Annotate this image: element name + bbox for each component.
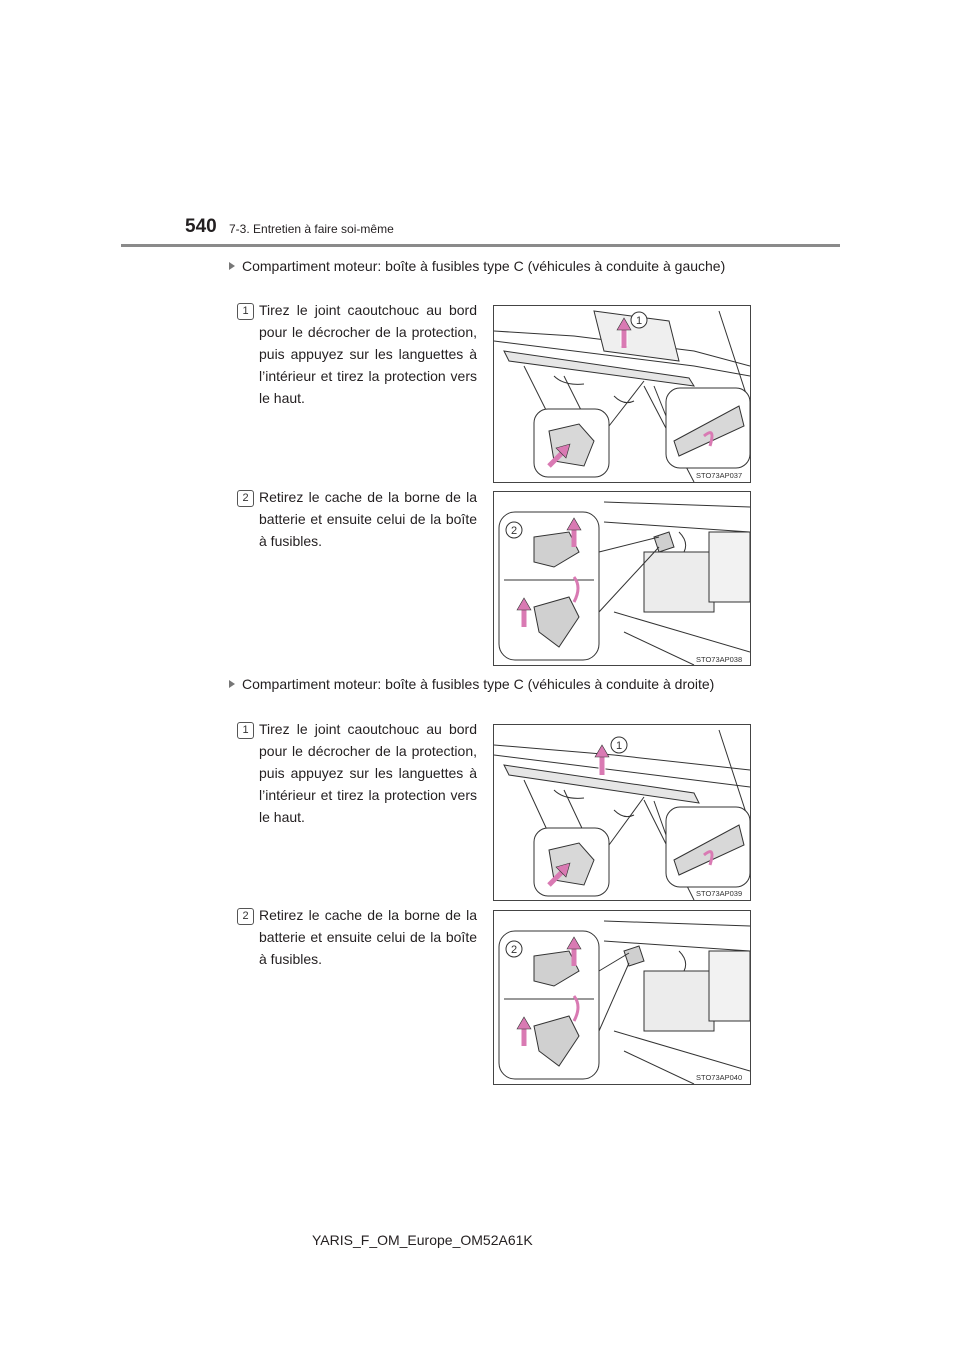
figure-code: STO73AP037 xyxy=(696,471,743,480)
bullet-text: Compartiment moteur: boîte à fusibles type C (véhicules à conduite à droite) xyxy=(242,676,715,692)
step-text: Tirez le joint caoutchouc au bord pour le décrocher de la protection, puis appuyez sur les languettes à l’intérieur et tirez la protection vers le haut. xyxy=(259,302,477,406)
bullet-text: Compartiment moteur: boîte à fusibles type C (véhicules à conduite à gauche) xyxy=(242,258,726,274)
figure-callout: 2 xyxy=(510,944,518,956)
figure-code: STO73AP040 xyxy=(696,1073,743,1082)
header-rule xyxy=(121,244,840,247)
step-text: Retirez le cache de la borne de la batterie et ensuite celui de la boîte à fusibles. xyxy=(259,907,477,967)
figure-battery-cover xyxy=(493,910,751,1085)
footer-doc-id: YARIS_F_OM_Europe_OM52A61K xyxy=(312,1232,533,1248)
figure-code: STO73AP038 xyxy=(696,655,743,664)
step-number-badge: 2 xyxy=(237,908,254,925)
step-number-badge: 2 xyxy=(237,490,254,507)
step-number-badge: 1 xyxy=(237,722,254,739)
section-title: 7-3. Entretien à faire soi-même xyxy=(229,222,394,236)
figure-callout: 1 xyxy=(615,740,623,752)
figure-rubber-seal xyxy=(493,724,751,901)
figure-code: STO73AP039 xyxy=(696,889,743,898)
step-text: Tirez le joint caoutchouc au bord pour le décrocher de la protection, puis appuyez sur les languettes à l’intérieur et tirez la protection vers le haut. xyxy=(259,721,477,825)
page-number: 540 xyxy=(185,216,217,237)
bullet-item xyxy=(242,674,743,695)
figure-callout: 1 xyxy=(635,315,643,327)
bullet-item xyxy=(242,256,743,277)
bullet-triangle-icon xyxy=(229,680,235,688)
bullet-triangle-icon xyxy=(229,262,235,270)
step-text: Retirez le cache de la borne de la batterie et ensuite celui de la boîte à fusibles. xyxy=(259,489,477,549)
figure-battery-cover xyxy=(493,491,751,666)
figure-rubber-seal xyxy=(493,305,751,483)
figure-callout: 2 xyxy=(510,525,518,537)
step-number-badge: 1 xyxy=(237,303,254,320)
